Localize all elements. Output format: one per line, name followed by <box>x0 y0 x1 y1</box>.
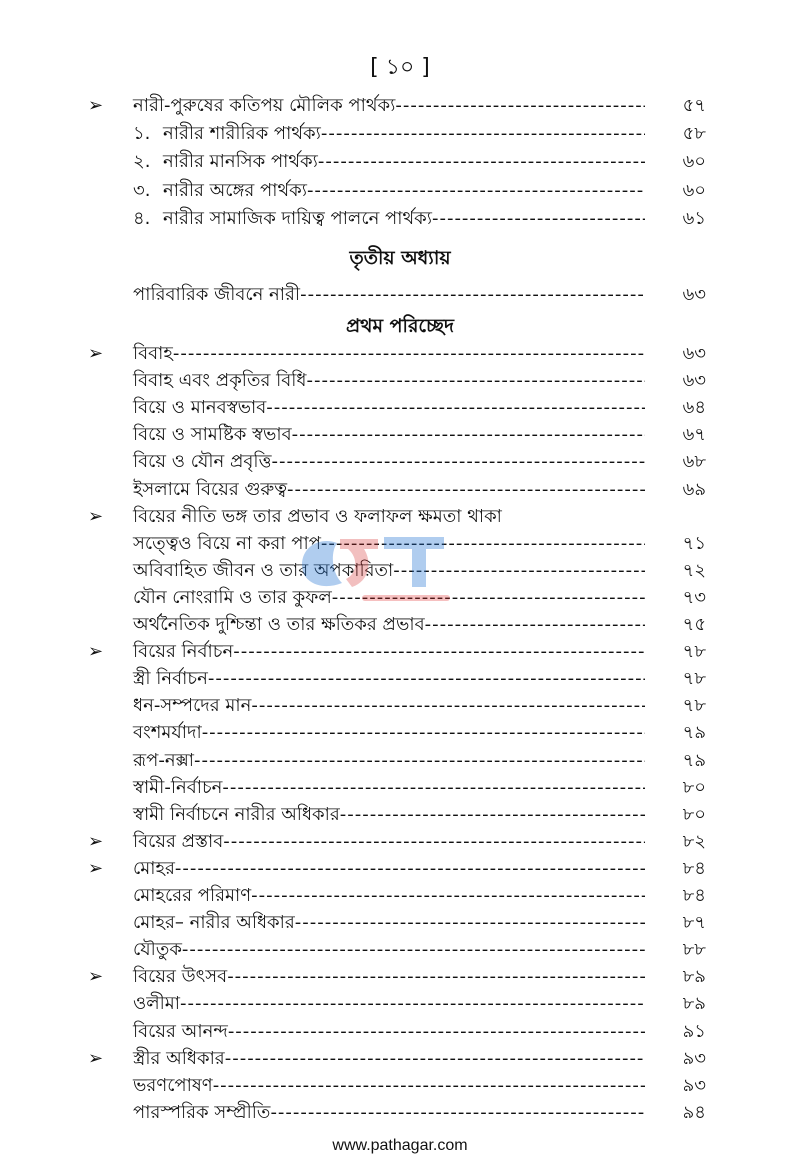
toc-entry <box>0 476 800 503</box>
entry-line <box>133 584 645 611</box>
entry-page-number: ৬৩ <box>682 343 706 364</box>
toc-entry <box>0 120 800 147</box>
dot-leader <box>173 340 645 367</box>
dot-leader <box>213 1072 645 1099</box>
entry-page-number: ৬১ <box>682 207 706 229</box>
entry-line <box>133 503 502 530</box>
entry-page-number: ৭২ <box>682 559 706 581</box>
entry-title: নারীর শারীরিক পার্থক্য <box>163 123 321 145</box>
toc-entry <box>0 638 800 665</box>
entry-title: অবিবাহিত জীবন ও তার অপকারিতা <box>133 559 394 581</box>
dot-leader <box>306 367 645 394</box>
dot-leader <box>340 801 645 828</box>
entry-title: যৌন নোংরামি ও তার কুফল <box>133 586 332 608</box>
dot-leader <box>223 828 645 855</box>
entry-line <box>133 936 645 963</box>
entry-line <box>133 530 645 557</box>
section-heading: প্রথম পরিচ্ছেদ <box>345 315 455 337</box>
entry-line <box>133 719 645 746</box>
arrow-bullet-icon: ➢ <box>88 505 104 527</box>
arrow-bullet-icon: ➢ <box>88 1047 104 1069</box>
dot-leader <box>393 557 645 584</box>
entry-line <box>133 611 645 638</box>
arrow-bullet-icon: ➢ <box>88 830 104 852</box>
toc-entry <box>0 774 800 801</box>
toc-entry <box>0 692 800 719</box>
dot-leader <box>292 421 645 448</box>
entry-line <box>133 367 645 394</box>
entry-page-number: ৭১ <box>682 532 706 554</box>
entry-page-number: ৬০ <box>682 151 706 173</box>
entry-line <box>163 120 645 147</box>
entry-title: অর্থনৈতিক দুশ্চিন্তা ও তার ক্ষতিকর প্রভাব <box>133 614 425 635</box>
toc-entry <box>0 1072 800 1099</box>
entry-title: পারিবারিক জীবনে নারী <box>133 284 301 305</box>
dot-leader <box>251 692 645 719</box>
arrow-bullet-icon: ➢ <box>88 95 104 116</box>
entry-title: ওলীমা <box>133 993 181 1015</box>
toc-entry <box>0 557 800 584</box>
entry-title: নারী-পুরুষের কতিপয় মৌলিক পার্থক্য <box>133 95 396 116</box>
entry-number: ৪. <box>133 207 151 229</box>
dot-leader <box>321 530 645 557</box>
toc-entry <box>0 177 800 204</box>
dot-leader <box>233 638 645 665</box>
dot-leader <box>227 963 645 990</box>
chapter-heading: তৃতীয় অধ্যায় <box>349 247 451 269</box>
entry-page-number: ৬০ <box>682 179 706 201</box>
dot-leader <box>228 1018 645 1045</box>
entry-line <box>133 394 645 421</box>
entry-page-number: ৮৯ <box>682 993 706 1015</box>
toc-entry <box>0 367 800 394</box>
entry-title: ধন-সম্পদের মান <box>133 695 252 717</box>
toc-entry <box>0 205 800 232</box>
dot-leader <box>270 1099 645 1126</box>
entry-line <box>133 1072 645 1099</box>
dot-leader <box>182 936 645 963</box>
entry-line <box>163 177 645 204</box>
toc-entry <box>0 828 800 855</box>
toc-entry <box>0 936 800 963</box>
toc-entry <box>0 1099 800 1126</box>
entry-page-number: ৮৪ <box>682 885 706 906</box>
entry-page-number: ৮২ <box>682 830 706 852</box>
entry-page-number: ৭৮ <box>682 695 706 717</box>
entry-title: নারীর অঙ্গের পার্থক্য <box>163 179 307 201</box>
entry-line <box>133 448 645 475</box>
entry-title: বংশমর্যাদা <box>133 722 202 744</box>
entry-page-number: ৮০ <box>682 776 706 798</box>
dot-leader <box>295 909 645 936</box>
entry-title: বিয়ের নির্বাচন <box>133 641 234 663</box>
entry-page-number: ৬৮ <box>682 451 706 473</box>
entry-page-number: ৮৭ <box>682 912 706 934</box>
dot-leader <box>332 584 645 611</box>
dot-leader <box>307 177 645 204</box>
dot-leader <box>266 394 645 421</box>
entry-page-number: ৬৩ <box>682 284 706 305</box>
toc-entry <box>0 394 800 421</box>
entry-page-number: ৮৯ <box>682 966 706 988</box>
toc-entry <box>0 665 800 692</box>
toc-entry <box>0 719 800 746</box>
entry-page-number: ৫৮ <box>682 123 706 145</box>
entry-title: সত্ত্বেও বিয়ে না করা পাপ <box>133 532 321 554</box>
toc-entry <box>0 530 800 557</box>
toc-entry <box>0 281 800 308</box>
dot-leader <box>300 281 645 308</box>
toc-entry <box>0 421 800 448</box>
entry-page-number: ৬৯ <box>682 478 706 500</box>
entry-title: মোহর– নারীর অধিকার <box>133 912 295 934</box>
toc-entry <box>0 1045 800 1072</box>
entry-title: নারীর সামাজিক দায়িত্ব পালনে পার্থক্য <box>163 207 432 229</box>
arrow-bullet-icon: ➢ <box>88 343 104 364</box>
entry-title: বিয়ের নীতি ভঙ্গ তার প্রভাব ও ফলাফল ক্ষমতা থাকা <box>133 505 502 527</box>
entry-line <box>133 557 645 584</box>
toc-entry <box>0 855 800 882</box>
entry-line <box>133 1099 645 1126</box>
entry-line <box>133 692 645 719</box>
dot-leader <box>251 882 645 909</box>
entry-line <box>133 421 645 448</box>
toc-entry <box>0 448 800 475</box>
toc-entry <box>0 747 800 774</box>
dot-leader <box>321 120 645 147</box>
entry-title: বিয়ে ও যৌন প্রবৃত্তি <box>133 451 272 473</box>
dot-leader <box>175 855 645 882</box>
entry-page-number: ৮৪ <box>682 857 706 879</box>
entry-line <box>133 963 645 990</box>
entry-title: রূপ-নক্সা <box>133 749 195 771</box>
toc-entry <box>0 801 800 828</box>
arrow-bullet-icon: ➢ <box>88 857 104 879</box>
entry-title: পারস্পরিক সম্প্রীতি <box>133 1101 271 1123</box>
toc-entry <box>0 584 800 611</box>
entry-line <box>133 1045 645 1072</box>
toc-entry <box>0 909 800 936</box>
toc-entry <box>0 340 800 367</box>
dot-leader <box>180 990 645 1017</box>
entry-page-number: ৯৩ <box>682 1074 706 1096</box>
entry-title: বিয়ে ও মানবস্বভাব <box>133 397 267 419</box>
arrow-bullet-icon: ➢ <box>88 641 104 663</box>
entry-line <box>133 340 645 367</box>
entry-line <box>133 476 645 503</box>
dot-leader <box>432 205 645 232</box>
entry-page-number: ৬৭ <box>682 424 706 446</box>
entry-title: বিয়ে ও সামষ্টিক স্বভাব <box>133 424 292 446</box>
entry-title: ভরণপোষণ <box>133 1074 213 1096</box>
entry-title: বিয়ের উৎসব <box>133 966 228 988</box>
toc-entry <box>0 963 800 990</box>
entry-page-number: ৮০ <box>682 803 706 825</box>
entry-line <box>133 855 645 882</box>
entry-title: মোহরের পরিমাণ <box>133 885 252 906</box>
toc-entry <box>0 148 800 175</box>
entry-page-number: ৬৪ <box>682 397 706 419</box>
entry-page-number: ৯১ <box>682 1020 706 1042</box>
dot-leader <box>318 148 645 175</box>
dot-leader <box>202 719 645 746</box>
entry-line <box>133 747 645 774</box>
entry-page-number: ৯৪ <box>682 1101 706 1123</box>
arrow-bullet-icon: ➢ <box>88 966 104 988</box>
entry-page-number: ৫৭ <box>682 95 706 116</box>
entry-page-number: ৮৮ <box>682 939 706 961</box>
toc-entry <box>0 1018 800 1045</box>
entry-page-number: ৭৫ <box>682 614 706 635</box>
page-number: [ ১০ ] <box>370 55 430 80</box>
toc-entry <box>0 611 800 638</box>
entry-line <box>133 1018 645 1045</box>
entry-line <box>163 148 645 175</box>
toc-entry <box>0 92 800 119</box>
entry-number: ২. <box>133 151 151 173</box>
toc-entry <box>0 503 800 530</box>
entry-title: স্ত্রীর অধিকার <box>133 1047 225 1069</box>
entry-page-number: ৭৮ <box>682 641 706 663</box>
entry-line <box>133 990 645 1017</box>
entry-number: ১. <box>133 123 151 145</box>
toc-entry <box>0 990 800 1017</box>
entry-title: বিয়ের প্রস্তাব <box>133 830 224 852</box>
entry-line <box>133 281 645 308</box>
entry-title: যৌতুক <box>133 939 182 961</box>
dot-leader <box>222 774 645 801</box>
entry-page-number: ৭৯ <box>682 749 706 771</box>
entry-title: স্বামী-নির্বাচন <box>133 776 223 798</box>
entry-title: নারীর মানসিক পার্থক্য <box>163 151 318 173</box>
entry-line <box>133 774 645 801</box>
entry-title: স্বামী নির্বাচনে নারীর অধিকার <box>133 803 340 825</box>
entry-line <box>133 882 645 909</box>
entry-line <box>133 638 645 665</box>
dot-leader <box>208 665 645 692</box>
entry-line <box>133 801 645 828</box>
entry-title: মোহর <box>133 857 175 879</box>
entry-page-number: ৭৯ <box>682 722 706 744</box>
entry-title: বিবাহ এবং প্রকৃতির বিধি <box>133 370 307 392</box>
entry-title: বিয়ের আনন্দ <box>133 1020 228 1042</box>
dot-leader <box>225 1045 645 1072</box>
entry-title: বিবাহ <box>133 343 173 364</box>
toc-entry <box>0 882 800 909</box>
entry-title: ইসলামে বিয়ের গুরুত্ব <box>133 478 288 500</box>
entry-page-number: ৭৮ <box>682 668 706 690</box>
footer-url: www.pathagar.com <box>332 1137 468 1154</box>
entry-line <box>133 665 645 692</box>
entry-line <box>133 828 645 855</box>
dot-leader <box>194 747 645 774</box>
dot-leader <box>287 476 645 503</box>
dot-leader <box>395 92 645 119</box>
entry-number: ৩. <box>133 179 151 201</box>
dot-leader <box>425 611 645 638</box>
entry-page-number: ৬৩ <box>682 370 706 392</box>
dot-leader <box>271 448 645 475</box>
entry-line <box>163 205 645 232</box>
entry-line <box>133 909 645 936</box>
entry-page-number: ৯৩ <box>682 1047 706 1069</box>
entry-page-number: ৭৩ <box>682 586 706 608</box>
entry-line <box>133 92 645 119</box>
entry-title: স্ত্রী নির্বাচন <box>133 668 208 690</box>
